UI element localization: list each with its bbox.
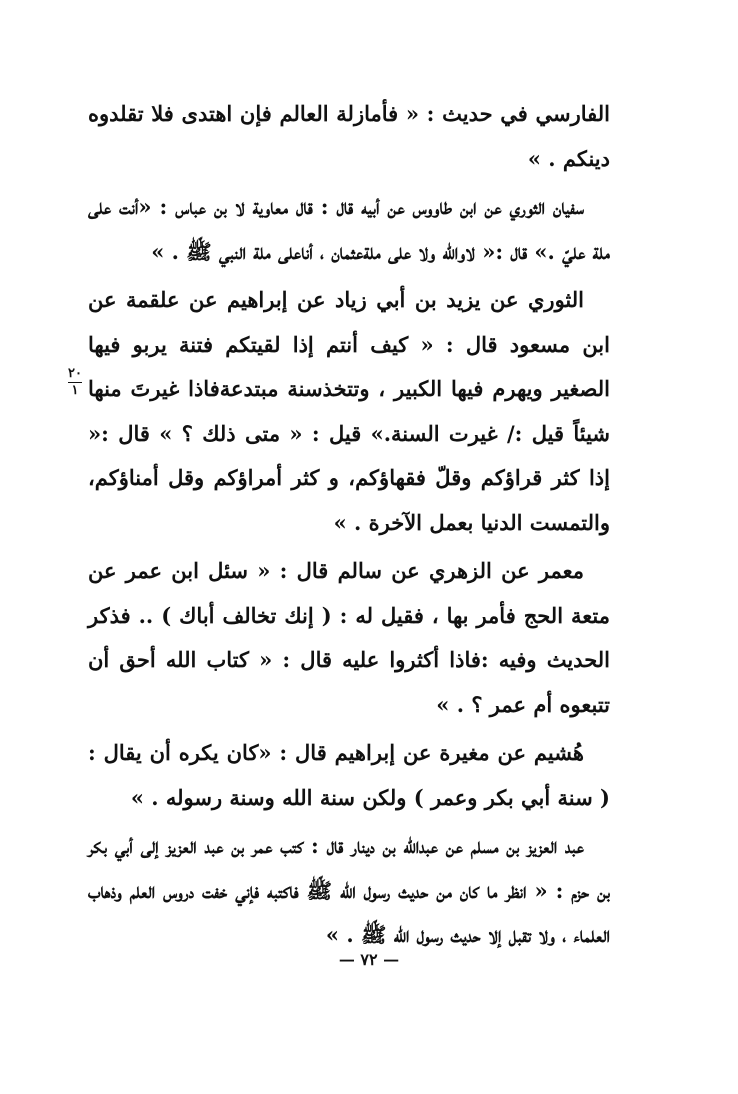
main-text (88, 92, 610, 958)
margin-note-bottom: ١ (71, 383, 79, 398)
paragraph-1: الفارسي في حديث : « فأمازلة العالم فإن اهتدى فلا تقلدوه دينكم . » (88, 101, 610, 171)
paragraph-2: سفيان الثوري عن ابن طاووس عن أبيه قال : قال معاوية لا بن عباس : «أنت على ملة عليّ .» قال :« لاوالله ولا على ملةعثمان ، أناعلى ملة النبي ﷺ . » (88, 194, 610, 264)
paragraph-6: عبد العزيز بن مسلم عن عبدالله بن دينار قال : كتب عمر بن عبد العزيز إلى أبي بكر بن حزم : « انظر ما كان من حديث رسول الله ﷺ فاكتبه فإني خفت دروس العلم وذهاب العلماء ، ولا تقبل إلا حديث رسول الله ﷺ . » (88, 833, 610, 947)
margin-note-top: ٢٠ (68, 366, 82, 381)
paragraph-3: الثوري عن يزيد بن أبي زياد عن إبراهيم عن علقمة عن ابن مسعود قال : « كيف أنتم إذا لقيتكم فتنة يربو فيها الصغير ويهرم فيها الكبير ، وتتخذسنة مبتدعةفاذا غيرتَ منها شيئاً قيل :/ غيرت السنة.» قيل : « متى ذلك ؟ » قال :« إذا كثر قراؤكم وقلّ فقهاؤكم، و كثر أمراؤكم وقل أمناؤكم، والتمست الدنيا بعمل الآخرة . » (88, 287, 610, 535)
margin-folio-note (62, 368, 88, 397)
paragraph-4: معمر عن الزهري عن سالم قال : « سئل ابن عمر عن متعة الحج فأمر بها ، فقيل له : ( إنك تخالف أباك ) .. فذكر الحديث وفيه :فاذا أكثروا عليه قال : « كتاب الله أحق أن تتبعوه أم عمر ؟ . » (88, 558, 610, 717)
page-number: — ٧٢ — (338, 950, 400, 969)
paragraph-5: هُشيم عن مغيرة عن إبراهيم قال : «كان يكره أن يقال : ( سنة أبي بكر وعمر ) ولكن سنة الله وسنة رسوله . » (88, 740, 610, 810)
